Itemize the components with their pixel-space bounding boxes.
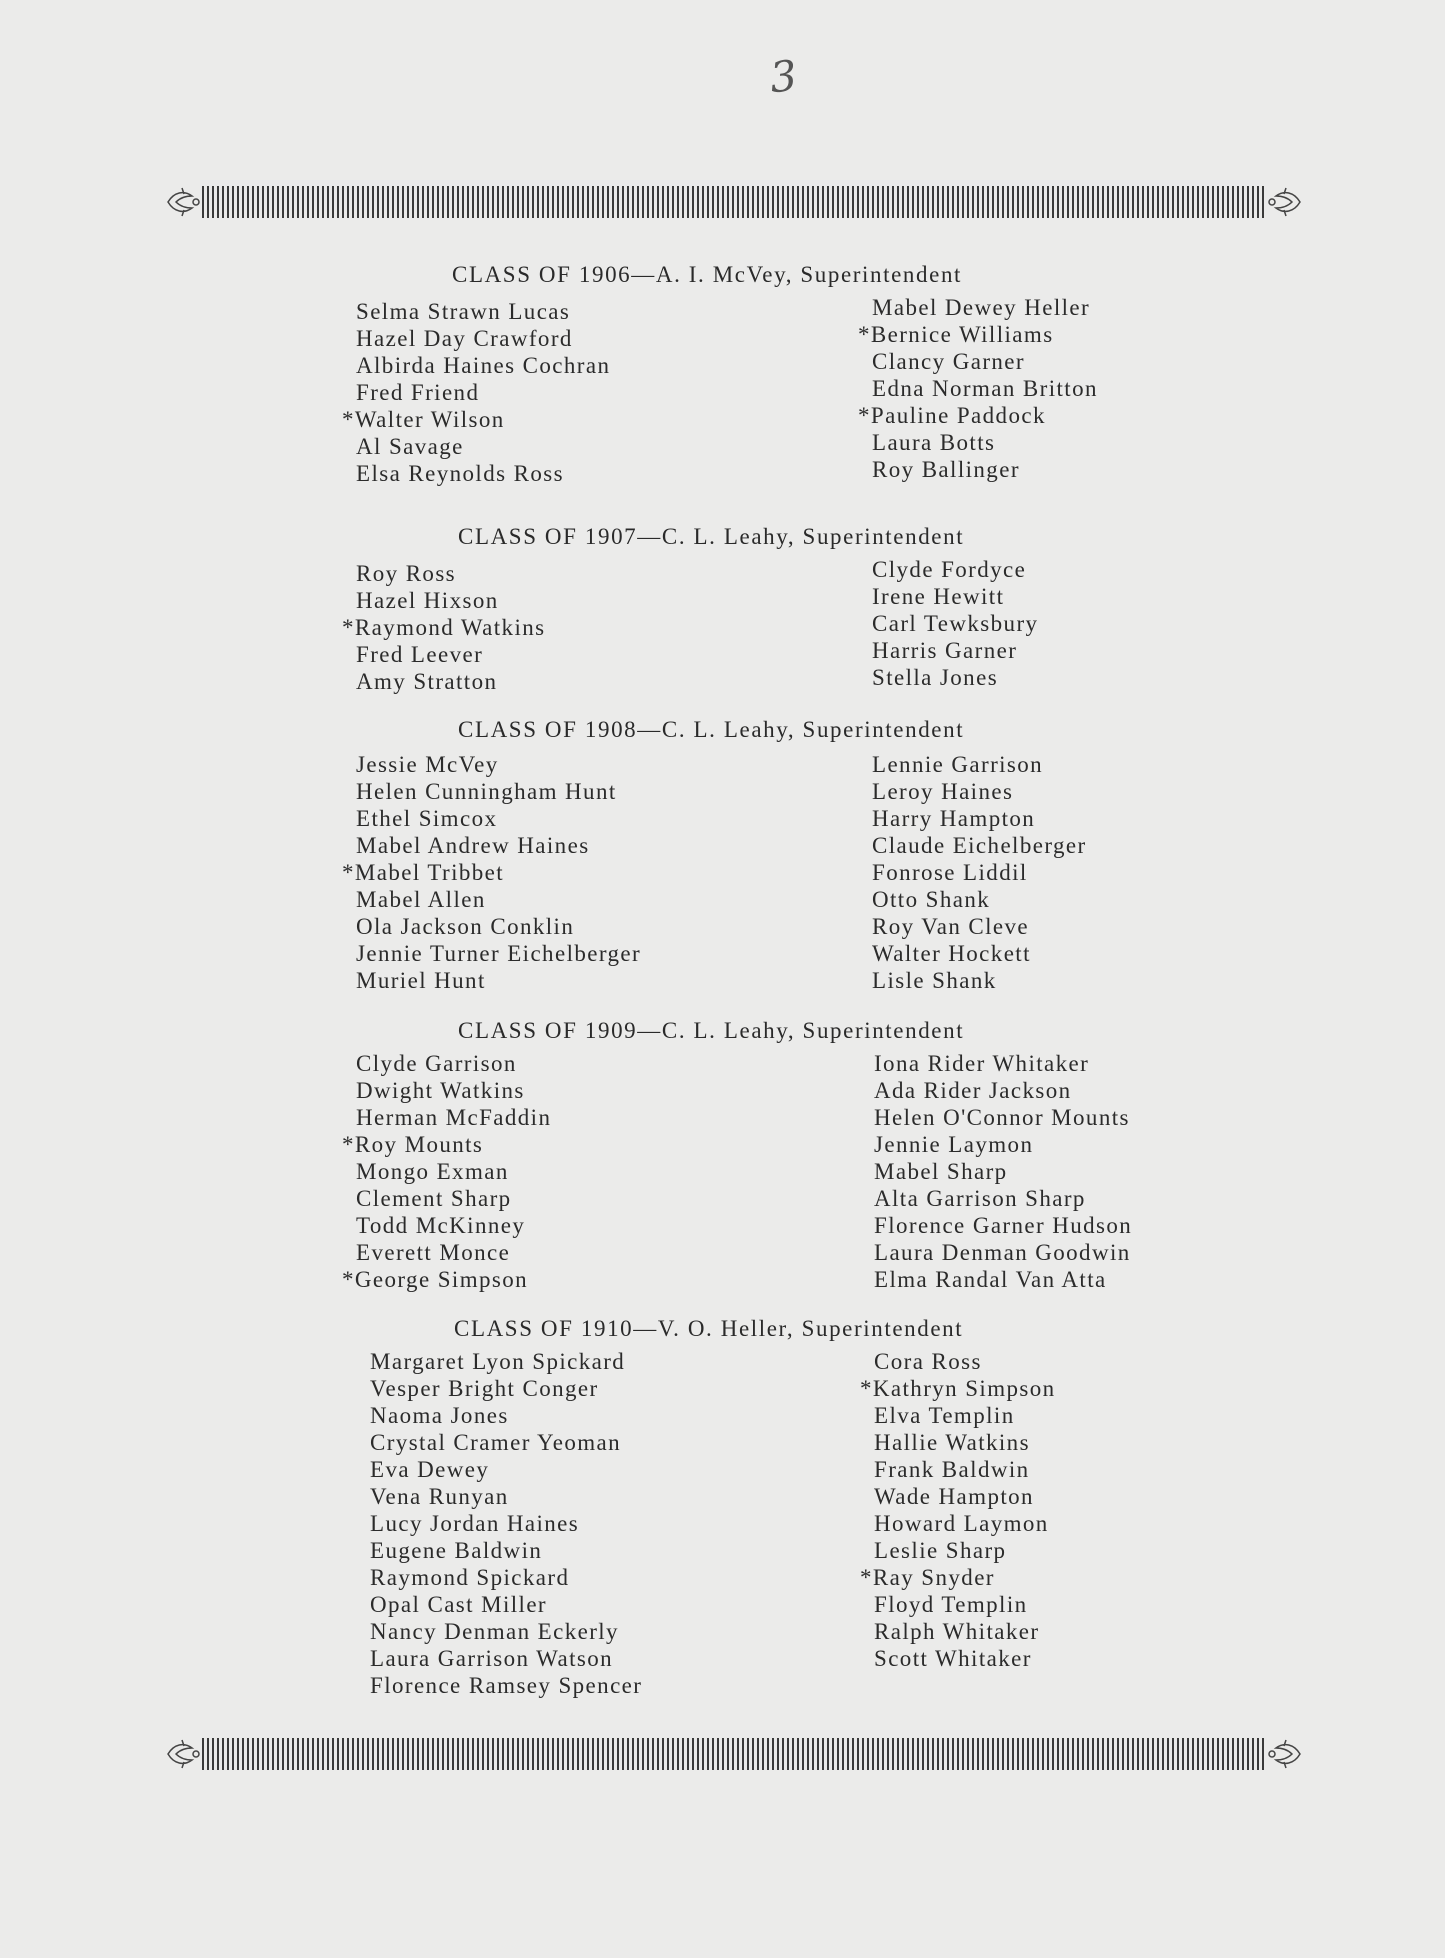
graduate-name: *Mabel Tribbet: [342, 860, 505, 885]
graduate-name: Vesper Bright Conger: [370, 1376, 599, 1401]
graduate-name: Amy Stratton: [356, 669, 498, 694]
fleuron-right-icon: [1266, 1734, 1306, 1774]
top-ornamental-border: [162, 182, 1306, 222]
bottom-ornamental-border: [162, 1734, 1306, 1774]
graduate-name: Eugene Baldwin: [370, 1538, 543, 1563]
graduate-name: Florence Garner Hudson: [874, 1213, 1133, 1238]
graduate-name: Opal Cast Miller: [370, 1592, 547, 1617]
right-name-column: [872, 751, 1087, 994]
top-border-rule: [202, 186, 1266, 218]
graduate-name: Elsa Reynolds Ross: [356, 461, 564, 486]
graduate-name: Irene Hewitt: [872, 584, 1005, 609]
graduate-name: Fonrose Liddil: [872, 860, 1028, 885]
graduate-name: Lennie Garrison: [872, 752, 1044, 777]
graduate-name: Iona Rider Whitaker: [874, 1051, 1090, 1076]
graduate-name: Everett Monce: [356, 1240, 511, 1265]
graduate-name: Frank Baldwin: [874, 1457, 1030, 1482]
graduate-name: Mabel Sharp: [874, 1159, 1008, 1184]
graduate-name: Fred Friend: [356, 380, 480, 405]
graduate-name: *Roy Mounts: [342, 1132, 484, 1157]
graduate-name: Hazel Hixson: [356, 588, 499, 613]
graduate-name: Elva Templin: [874, 1403, 1015, 1428]
graduate-name: Wade Hampton: [874, 1484, 1034, 1509]
graduate-name: Laura Garrison Watson: [370, 1646, 614, 1671]
graduate-name: Howard Laymon: [874, 1511, 1049, 1536]
left-name-column: [342, 751, 642, 994]
graduate-name: *Kathryn Simpson: [860, 1376, 1056, 1401]
graduate-name: Roy Ross: [356, 561, 457, 586]
right-name-column: [860, 1348, 1056, 1672]
left-name-column: [370, 1348, 642, 1699]
graduate-name: Eva Dewey: [370, 1457, 490, 1482]
graduate-name: Lisle Shank: [872, 968, 997, 993]
graduate-name: Clement Sharp: [356, 1186, 512, 1211]
graduate-name: Claude Eichelberger: [872, 833, 1087, 858]
class-heading: CLASS OF 1908—C. L. Leahy, Superintendent: [458, 717, 965, 742]
right-name-column: [874, 1050, 1132, 1293]
graduate-name: Clancy Garner: [872, 349, 1025, 374]
graduate-name: *Bernice Williams: [858, 322, 1054, 347]
graduate-name: Mabel Dewey Heller: [872, 295, 1091, 320]
graduate-name: Helen O'Connor Mounts: [874, 1105, 1130, 1130]
graduate-name: Jessie McVey: [356, 752, 499, 777]
graduate-name: Al Savage: [356, 434, 464, 459]
graduate-name: Jennie Turner Eichelberger: [356, 941, 642, 966]
graduate-name: Hallie Watkins: [874, 1430, 1030, 1455]
graduate-name: Alta Garrison Sharp: [874, 1186, 1086, 1211]
graduate-name: Florence Ramsey Spencer: [370, 1673, 643, 1698]
graduate-name: Muriel Hunt: [356, 968, 486, 993]
page-number: 3: [767, 50, 800, 103]
graduate-name: *George Simpson: [342, 1267, 529, 1292]
graduate-name: *Raymond Watkins: [342, 615, 546, 640]
graduate-name: Albirda Haines Cochran: [356, 353, 611, 378]
graduate-name: Edna Norman Britton: [872, 376, 1098, 401]
graduate-name: Ethel Simcox: [356, 806, 498, 831]
graduate-name: Clyde Fordyce: [872, 557, 1027, 582]
right-name-column: [858, 294, 1098, 483]
graduate-name: Laura Denman Goodwin: [874, 1240, 1131, 1265]
graduate-name: Herman McFaddin: [356, 1105, 552, 1130]
graduate-name: Ralph Whitaker: [874, 1619, 1040, 1644]
graduate-name: Cora Ross: [874, 1349, 982, 1374]
graduate-name: Vena Runyan: [370, 1484, 509, 1509]
graduate-name: Floyd Templin: [874, 1592, 1028, 1617]
left-name-column: [342, 298, 611, 487]
graduate-name: *Ray Snyder: [860, 1565, 995, 1590]
left-name-column: [342, 1050, 552, 1293]
graduate-name: Harry Hampton: [872, 806, 1036, 831]
graduate-name: Lucy Jordan Haines: [370, 1511, 580, 1536]
graduate-name: Nancy Denman Eckerly: [370, 1619, 619, 1644]
graduate-name: Elma Randal Van Atta: [874, 1267, 1107, 1292]
class-heading: CLASS OF 1909—C. L. Leahy, Superintendent: [458, 1018, 965, 1043]
graduate-name: Dwight Watkins: [356, 1078, 525, 1103]
graduate-name: Otto Shank: [872, 887, 991, 912]
graduate-name: Carl Tewksbury: [872, 611, 1039, 636]
graduate-name: Helen Cunningham Hunt: [356, 779, 617, 804]
graduate-name: Jennie Laymon: [874, 1132, 1034, 1157]
graduate-name: Crystal Cramer Yeoman: [370, 1430, 622, 1455]
graduate-name: Ada Rider Jackson: [874, 1078, 1072, 1103]
graduate-name: Ola Jackson Conklin: [356, 914, 575, 939]
graduate-name: Mabel Allen: [356, 887, 486, 912]
graduate-name: *Pauline Paddock: [858, 403, 1046, 428]
graduate-name: Mongo Exman: [356, 1159, 509, 1184]
graduate-name: Walter Hockett: [872, 941, 1031, 966]
left-name-column: [342, 560, 546, 695]
fleuron-left-icon: [162, 1734, 202, 1774]
class-heading: CLASS OF 1907—C. L. Leahy, Superintendent: [458, 524, 965, 549]
bottom-border-rule: [202, 1738, 1266, 1770]
graduate-name: Todd McKinney: [356, 1213, 526, 1238]
graduate-name: Laura Botts: [872, 430, 996, 455]
graduate-name: *Walter Wilson: [342, 407, 505, 432]
graduate-name: Margaret Lyon Spickard: [370, 1349, 626, 1374]
graduate-name: Leslie Sharp: [874, 1538, 1007, 1563]
graduate-name: Naoma Jones: [370, 1403, 509, 1428]
graduate-name: Selma Strawn Lucas: [356, 299, 571, 324]
right-name-column: [872, 556, 1038, 691]
class-heading: CLASS OF 1910—V. O. Heller, Superintendent: [454, 1316, 964, 1341]
graduate-name: Hazel Day Crawford: [356, 326, 573, 351]
class-heading: CLASS OF 1906—A. I. McVey, Superintendent: [452, 262, 963, 287]
fleuron-right-icon: [1266, 182, 1306, 222]
graduate-name: Stella Jones: [872, 665, 999, 690]
graduate-name: Clyde Garrison: [356, 1051, 517, 1076]
fleuron-left-icon: [162, 182, 202, 222]
graduate-name: Fred Leever: [356, 642, 484, 667]
graduate-name: Harris Garner: [872, 638, 1018, 663]
graduate-name: Mabel Andrew Haines: [356, 833, 590, 858]
graduate-name: Roy Van Cleve: [872, 914, 1030, 939]
graduate-name: Leroy Haines: [872, 779, 1014, 804]
graduate-name: Scott Whitaker: [874, 1646, 1032, 1671]
graduate-name: Raymond Spickard: [370, 1565, 570, 1590]
graduate-name: Roy Ballinger: [872, 457, 1020, 482]
